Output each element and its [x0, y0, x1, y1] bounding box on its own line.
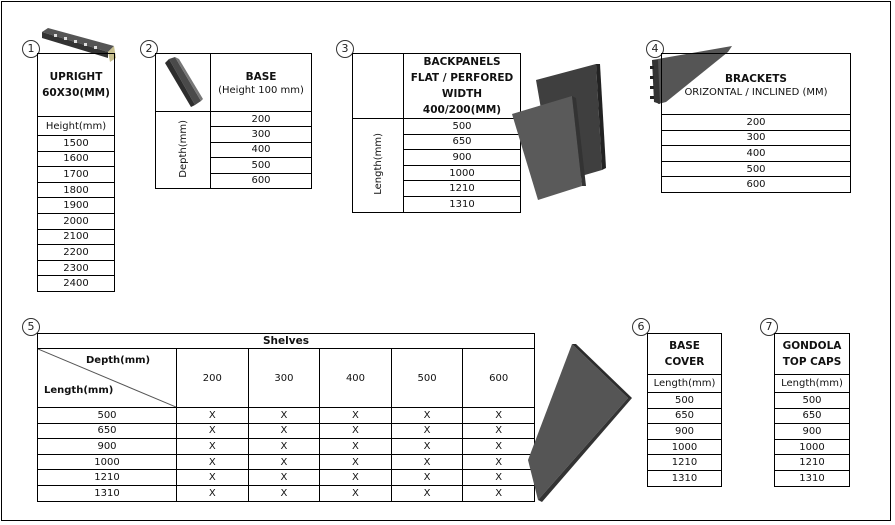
- backpanel-image: [510, 62, 610, 204]
- upright-title: [38, 54, 115, 117]
- base-cover-value: 650: [648, 408, 722, 424]
- backpanels-row: [353, 119, 521, 135]
- shelves-availability-mark: X: [177, 439, 249, 455]
- backpanels-value: 1310: [404, 196, 521, 212]
- backpanels-empty-cell: [353, 54, 404, 119]
- shelves-row: [38, 439, 535, 455]
- shelves-length-value: 1210: [38, 470, 177, 486]
- top-caps-row: [775, 408, 850, 424]
- section-number-2: 2: [140, 40, 158, 58]
- base-value: 400: [211, 142, 312, 157]
- section-number-6: 6: [632, 318, 650, 336]
- shelves-availability-mark: X: [177, 423, 249, 439]
- section-number-1: 1: [22, 40, 40, 58]
- brackets-value: 600: [662, 177, 851, 193]
- base-subtitle: (Height 100 mm): [218, 85, 304, 96]
- shelves-availability-mark: X: [248, 470, 320, 486]
- backpanels-title-line3: WIDTH 400/200(MM): [422, 88, 502, 116]
- section-number-7: 7: [760, 318, 778, 336]
- upright-value: 1700: [38, 167, 115, 183]
- backpanels-title-cell: [404, 54, 521, 119]
- shelves-availability-mark: X: [391, 454, 463, 470]
- base-cover-value: 1310: [648, 470, 722, 486]
- backpanels-title-line2: FLAT / PERFORED: [410, 72, 514, 84]
- upright-value: 2400: [38, 276, 115, 292]
- upright-row: [38, 198, 115, 214]
- base-cover-title-line2: COVER: [664, 356, 705, 368]
- brackets-value: 200: [662, 115, 851, 131]
- brackets-value: 500: [662, 161, 851, 177]
- base-row: [156, 112, 312, 127]
- shelves-availability-mark: X: [320, 423, 392, 439]
- backpanels-axis-label: Length(mm): [372, 132, 384, 195]
- base-cover-value: 500: [648, 393, 722, 409]
- shelves-row: [38, 485, 535, 501]
- brackets-row: [662, 161, 851, 177]
- base-value: 200: [211, 112, 312, 127]
- shelves-row: [38, 470, 535, 486]
- brackets-subtitle: ORIZONTAL / INCLINED (MM): [684, 86, 828, 98]
- top-caps-value: 1210: [775, 455, 850, 471]
- top-caps-value: 1310: [775, 470, 850, 486]
- upright-row: [38, 276, 115, 292]
- base-cover-row: [648, 424, 722, 440]
- upright-col-label: Height(mm): [38, 117, 115, 136]
- top-caps-row: [775, 424, 850, 440]
- upright-row: [38, 151, 115, 167]
- backpanels-axis-cell: [353, 119, 404, 213]
- shelves-availability-mark: X: [320, 485, 392, 501]
- shelves-availability-mark: X: [463, 485, 535, 501]
- top-caps-row: [775, 393, 850, 409]
- base-cover-row: [648, 408, 722, 424]
- brackets-value: 300: [662, 130, 851, 146]
- backpanels-value: 1210: [404, 181, 521, 197]
- top-caps-title-line2: TOP CAPS: [782, 356, 842, 368]
- shelves-availability-mark: X: [177, 470, 249, 486]
- shelves-availability-mark: X: [248, 439, 320, 455]
- upright-value: 2100: [38, 229, 115, 245]
- upright-value: 1800: [38, 182, 115, 198]
- base-cover-value: 1210: [648, 455, 722, 471]
- shelves-length-value: 900: [38, 439, 177, 455]
- backpanels-value: 650: [404, 134, 521, 150]
- section-number-5: 5: [22, 318, 40, 336]
- upright-row: [38, 136, 115, 152]
- shelves-availability-mark: X: [463, 439, 535, 455]
- shelves-availability-mark: X: [391, 408, 463, 424]
- shelves-availability-mark: X: [463, 470, 535, 486]
- top-caps-title-cell: [775, 334, 850, 375]
- top-caps-title-line1: GONDOLA: [782, 340, 842, 352]
- brackets-value: 400: [662, 146, 851, 162]
- shelves-length-value: 500: [38, 408, 177, 424]
- backpanels-value: 900: [404, 150, 521, 166]
- shelves-row: [38, 408, 535, 424]
- backpanels-value: 500: [404, 119, 521, 135]
- base-value: 600: [211, 173, 312, 188]
- top-caps-table: [774, 333, 850, 487]
- base-cover-title-cell: [648, 334, 722, 375]
- base-cover-row: [648, 439, 722, 455]
- brackets-title: BRACKETS: [725, 72, 787, 85]
- upright-value: 2200: [38, 245, 115, 261]
- base-image-cell: [156, 54, 211, 112]
- shelves-availability-mark: X: [248, 485, 320, 501]
- base-table: [155, 53, 312, 189]
- shelves-availability-mark: X: [177, 408, 249, 424]
- upright-value: 2000: [38, 213, 115, 229]
- backpanels-value: 1000: [404, 165, 521, 181]
- upright-value: 1500: [38, 136, 115, 152]
- shelves-title: Shelves: [38, 334, 535, 349]
- top-caps-col-label: Length(mm): [775, 375, 850, 393]
- base-cover-title-line1: BASE: [669, 340, 700, 352]
- shelves-depth-header: 500: [391, 349, 463, 408]
- backpanels-title-line1: BACKPANELS: [423, 56, 501, 68]
- upright-row: [38, 260, 115, 276]
- shelves-length-value: 650: [38, 423, 177, 439]
- upright-title-line2: 60X30(MM): [42, 87, 110, 99]
- top-caps-row: [775, 439, 850, 455]
- shelves-availability-mark: X: [320, 470, 392, 486]
- shelves-depth-label: Depth(mm): [86, 355, 151, 366]
- base-cover-row: [648, 455, 722, 471]
- base-value: 300: [211, 127, 312, 142]
- base-title-cell: [211, 54, 312, 112]
- shelf-image: [524, 342, 634, 502]
- shelves-availability-mark: X: [463, 408, 535, 424]
- upright-table: [37, 53, 115, 292]
- shelves-availability-mark: X: [463, 423, 535, 439]
- top-caps-value: 650: [775, 408, 850, 424]
- base-title: BASE: [245, 71, 277, 83]
- upright-row: [38, 213, 115, 229]
- shelves-availability-mark: X: [248, 423, 320, 439]
- base-cover-col-label: Length(mm): [648, 375, 722, 393]
- section-number-4: 4: [646, 40, 664, 58]
- shelves-diagonal-header: [38, 349, 177, 408]
- shelves-availability-mark: X: [391, 485, 463, 501]
- shelves-availability-mark: X: [248, 454, 320, 470]
- upright-row: [38, 182, 115, 198]
- upright-title-line1: UPRIGHT: [49, 71, 103, 83]
- base-icon: [161, 55, 205, 107]
- brackets-row: [662, 130, 851, 146]
- base-axis-cell: [156, 112, 211, 189]
- shelves-availability-mark: X: [248, 408, 320, 424]
- shelves-length-label: Length(mm): [44, 385, 114, 396]
- base-axis-label: Depth(mm): [177, 119, 189, 178]
- base-cover-value: 900: [648, 424, 722, 440]
- upright-value: 1900: [38, 198, 115, 214]
- shelves-availability-mark: X: [463, 454, 535, 470]
- upright-value: 1600: [38, 151, 115, 167]
- shelves-availability-mark: X: [320, 439, 392, 455]
- shelves-availability-mark: X: [177, 454, 249, 470]
- brackets-title-cell: [662, 54, 851, 115]
- shelves-availability-mark: X: [320, 408, 392, 424]
- shelves-table: [37, 333, 535, 502]
- upright-value: 2300: [38, 260, 115, 276]
- shelves-availability-mark: X: [391, 439, 463, 455]
- shelves-row: [38, 454, 535, 470]
- shelves-depth-header: 200: [177, 349, 249, 408]
- upright-row: [38, 167, 115, 183]
- section-number-3: 3: [336, 40, 354, 58]
- top-caps-row: [775, 455, 850, 471]
- brackets-row: [662, 177, 851, 193]
- base-cover-value: 1000: [648, 439, 722, 455]
- base-cover-row: [648, 393, 722, 409]
- top-caps-row: [775, 470, 850, 486]
- backpanels-table: [352, 53, 521, 213]
- shelves-length-value: 1000: [38, 454, 177, 470]
- shelves-row: [38, 423, 535, 439]
- shelves-availability-mark: X: [320, 454, 392, 470]
- upright-row: [38, 245, 115, 261]
- brackets-table: [661, 53, 851, 193]
- shelves-depth-header: 600: [463, 349, 535, 408]
- top-caps-value: 500: [775, 393, 850, 409]
- top-caps-value: 1000: [775, 439, 850, 455]
- brackets-row: [662, 115, 851, 131]
- shelves-availability-mark: X: [391, 470, 463, 486]
- shelves-depth-header: 300: [248, 349, 320, 408]
- brackets-row: [662, 146, 851, 162]
- base-cover-row: [648, 470, 722, 486]
- shelves-depth-header: 400: [320, 349, 392, 408]
- top-caps-value: 900: [775, 424, 850, 440]
- upright-row: [38, 229, 115, 245]
- shelves-length-value: 1310: [38, 485, 177, 501]
- shelves-availability-mark: X: [177, 485, 249, 501]
- shelves-availability-mark: X: [391, 423, 463, 439]
- base-cover-table: [647, 333, 722, 487]
- base-value: 500: [211, 158, 312, 173]
